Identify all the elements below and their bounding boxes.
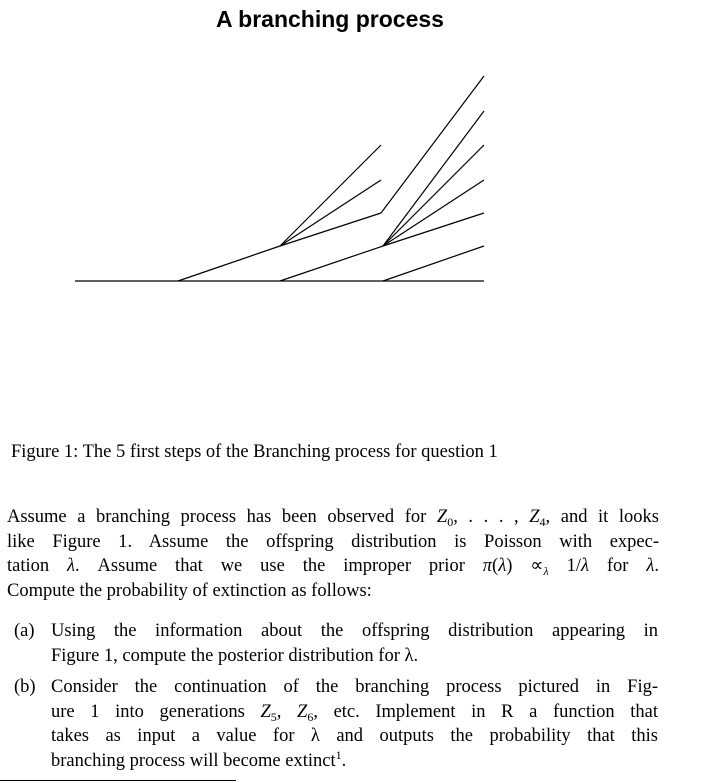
branch-edge — [383, 213, 484, 246]
branch-edge — [383, 145, 484, 246]
branch-edge — [280, 246, 383, 281]
branch-edge — [178, 246, 280, 281]
part-b-label: (b) — [14, 677, 36, 697]
branch-edge — [280, 145, 381, 246]
branch-edge — [280, 213, 381, 246]
problem-statement — [7, 505, 659, 603]
statement-line-3: tation λ. Assume that we use the improper prior $\pi(\lambda) \propto_\lambda$ 1/λ for λ. — [7, 556, 659, 578]
part-a-text: Using the information about the offspring distribution appearing in Figure 1, compute the posterior distribution for λ. — [51, 621, 658, 666]
statement-line-2: like Figure 1. Assume the offspring distribution is Poisson with expec- — [7, 531, 659, 552]
footnote-marker: 1 — [335, 747, 342, 762]
part-a-label: (a) — [14, 621, 35, 641]
statement-line-4: Compute the probability of extinction as follows: — [7, 580, 372, 601]
figure-caption: Figure 1: The 5 first steps of the Branching process for question 1 — [11, 442, 498, 462]
part-b-text: Consider the continuation of the branching process pictured in Fig- ure 1 into generations $Z_5$, $Z_6$, etc. Implement in R a function that takes as input a value for λ and outputs the probability that this branching process will become extinct$^1$. — [51, 677, 659, 771]
statement-line-1: Assume a branching process has been observed for $Z_0$, . . . , $Z_4$, and it looks — [7, 507, 659, 529]
page-title: A branching process — [216, 6, 444, 32]
branch-edge — [280, 180, 381, 246]
footnote-rule — [0, 780, 236, 781]
branch-edge — [381, 76, 484, 213]
branch-edge — [383, 246, 484, 281]
branch-edge — [383, 111, 484, 246]
